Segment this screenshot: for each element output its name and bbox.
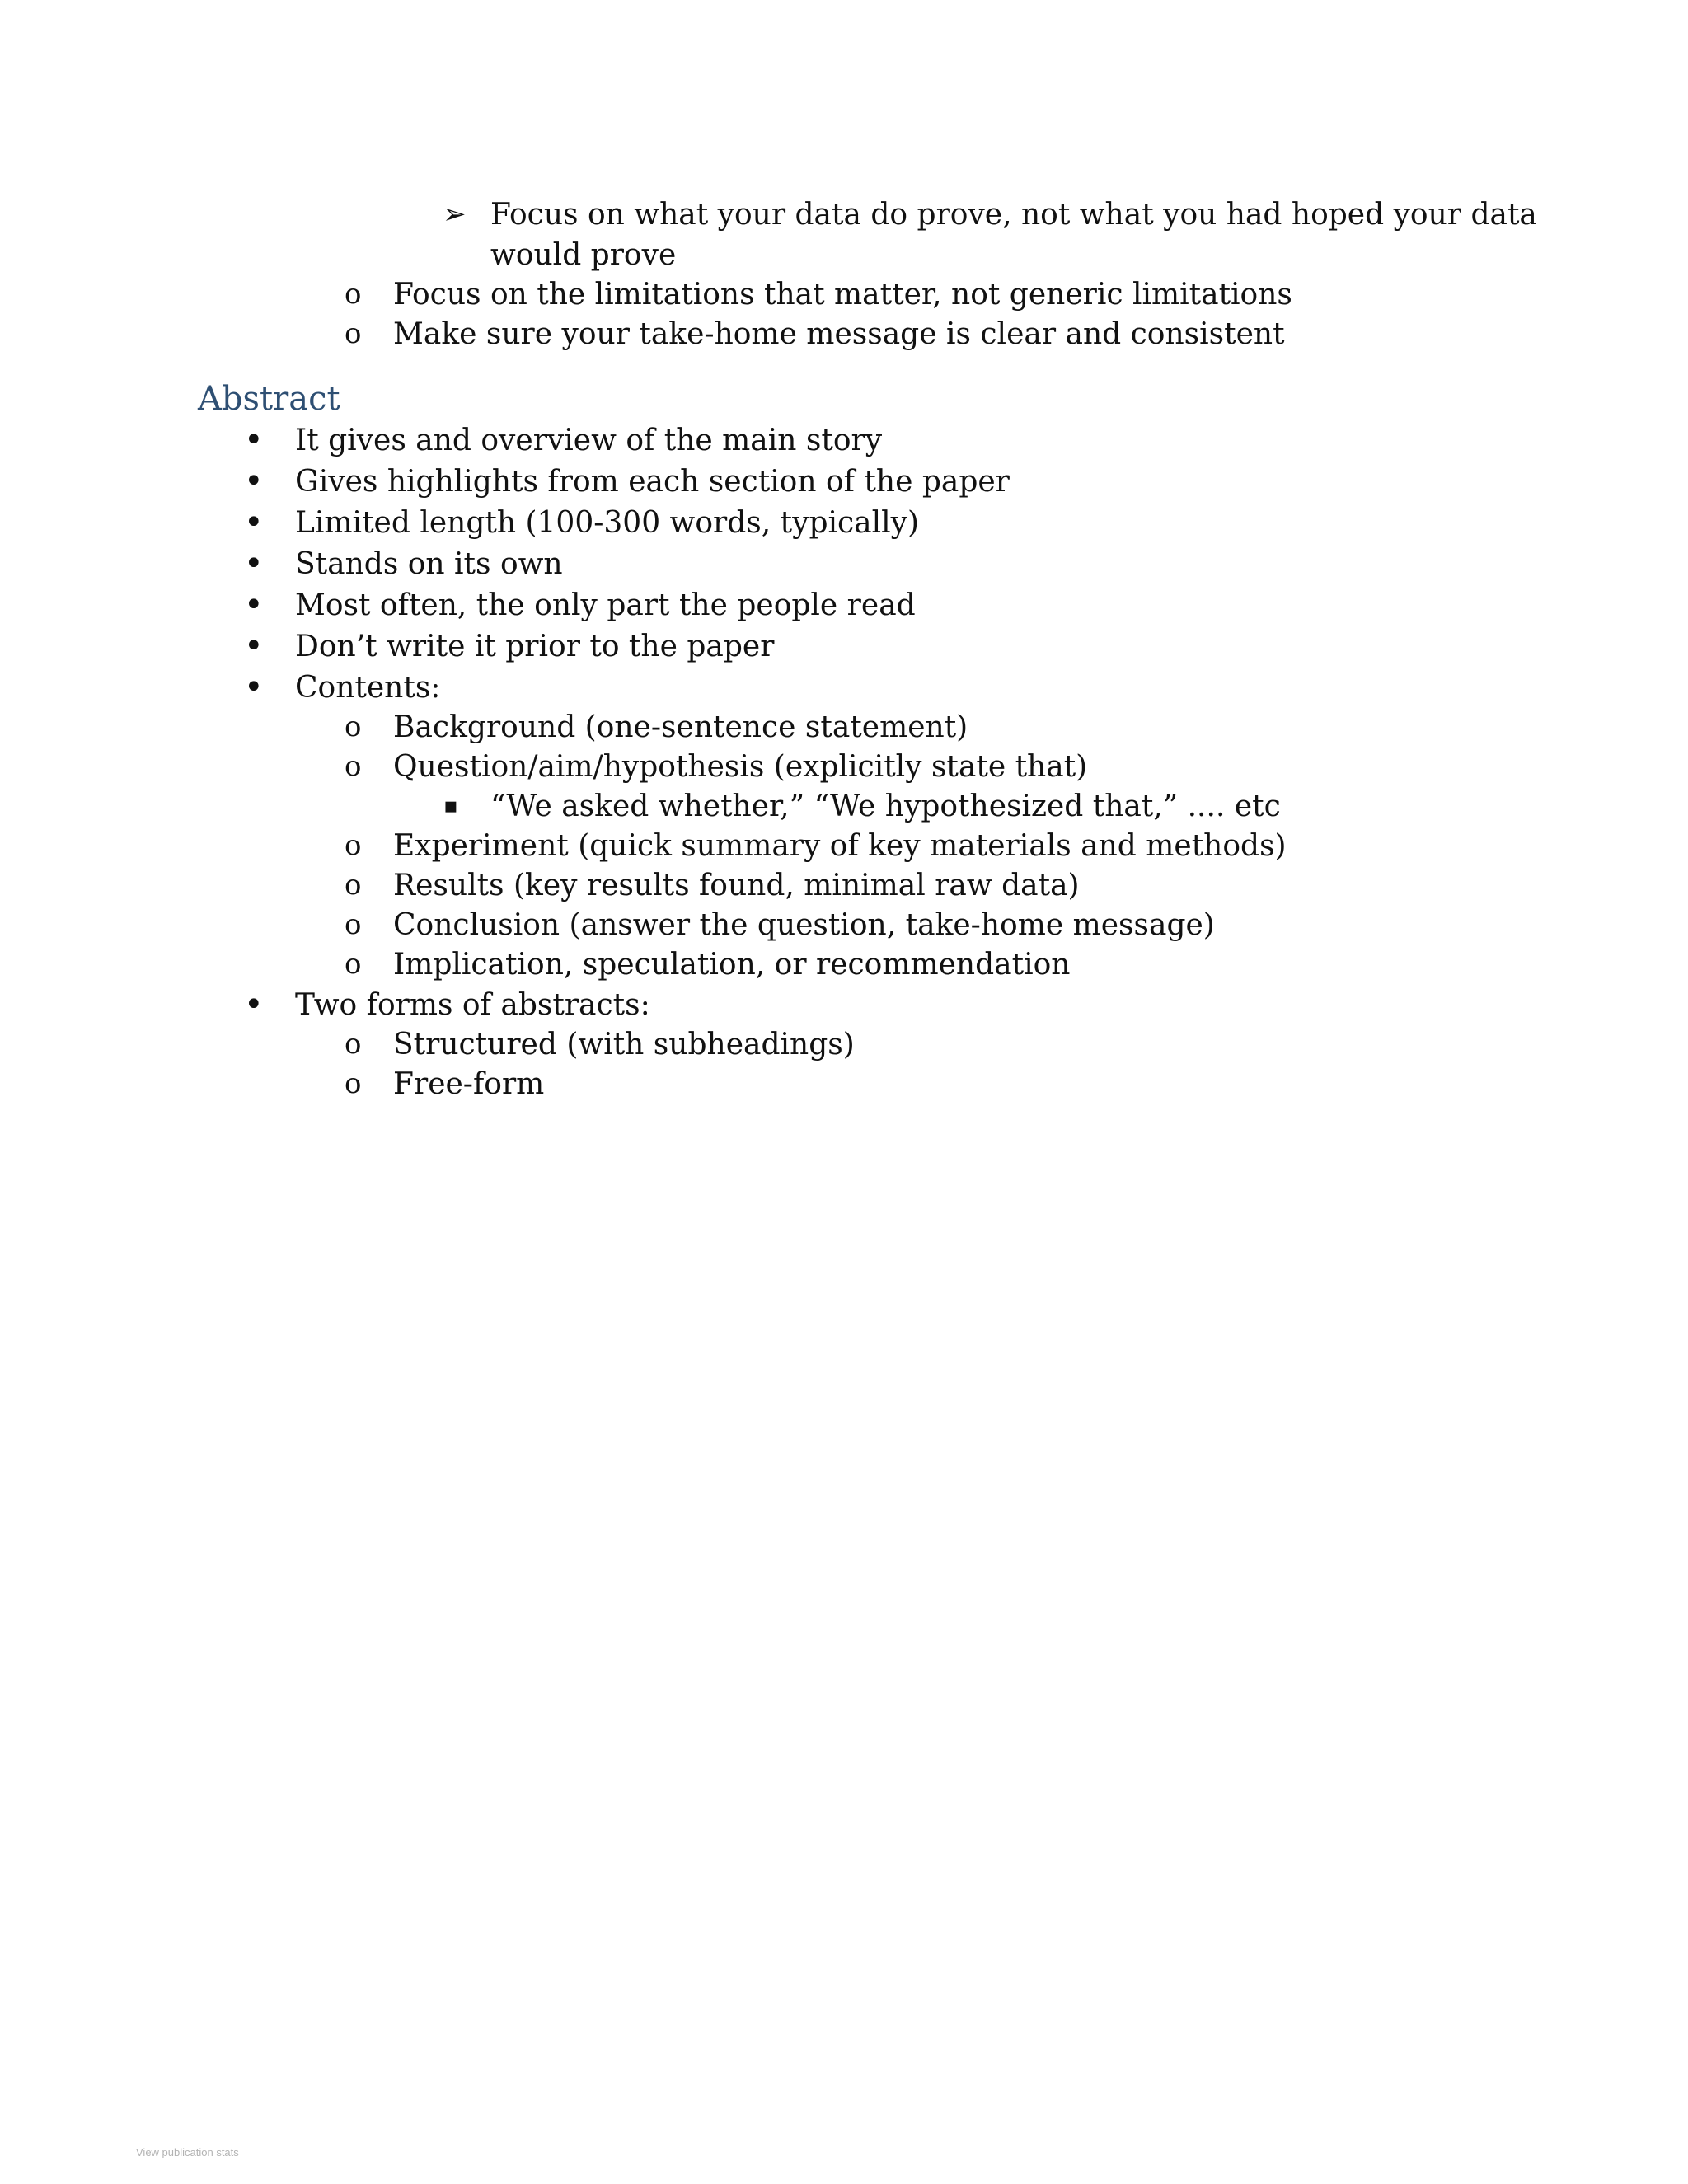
contents-item: Results (key results found, minimal raw data): [393, 869, 1080, 902]
forms-item: Structured (with subheadings): [393, 1028, 855, 1062]
bullet-marker: •: [244, 627, 264, 665]
bullet-marker: •: [244, 545, 264, 583]
bullet-marker: •: [244, 462, 264, 500]
bullet-item: It gives and overview of the main story: [295, 424, 883, 457]
sub-item-take-home: Make sure your take-home message is clear and consistent: [393, 317, 1285, 351]
question-example: “We asked whether,” “We hypothesized that,” .... etc: [490, 790, 1281, 823]
circle-bullet-marker: o: [345, 750, 362, 783]
bullet-item: Don’t write it prior to the paper: [295, 630, 775, 663]
contents-item: Conclusion (answer the question, take-home message): [393, 908, 1215, 942]
circle-bullet-marker: o: [345, 1028, 362, 1061]
circle-bullet-marker: o: [345, 829, 362, 862]
circle-bullet-marker: o: [345, 710, 362, 743]
contents-item: Implication, speculation, or recommendation: [393, 948, 1071, 982]
circle-bullet-marker: o: [345, 317, 362, 350]
contents-item: Background (one-sentence statement): [393, 710, 968, 744]
bullet-item: Limited length (100-300 words, typically): [295, 506, 920, 540]
circle-bullet-marker: o: [345, 869, 362, 902]
circle-bullet-marker: o: [345, 1067, 362, 1100]
bullet-item-contents: Contents:: [295, 671, 441, 705]
arrow-item-line2: would prove: [490, 238, 677, 272]
bullet-item: Stands on its own: [295, 547, 563, 581]
forms-item: Free-form: [393, 1067, 545, 1101]
arrow-item-line1: Focus on what your data do prove, not what you had hoped your data: [490, 198, 1537, 232]
bullet-item: Most often, the only part the people read: [295, 588, 916, 622]
circle-bullet-marker: o: [345, 948, 362, 981]
bullet-marker: •: [244, 504, 264, 541]
view-publication-stats-link[interactable]: View publication stats: [136, 2146, 239, 2158]
sub-item-limitations: Focus on the limitations that matter, not generic limitations: [393, 278, 1292, 312]
arrow-bullet-marker: ➢: [443, 198, 467, 231]
section-heading-abstract: Abstract: [198, 380, 340, 418]
square-bullet-marker: ▪: [443, 794, 458, 818]
bullet-item-forms: Two forms of abstracts:: [295, 988, 650, 1022]
bullet-item: Gives highlights from each section of the paper: [295, 465, 1010, 499]
bullet-marker: •: [244, 421, 264, 459]
bullet-marker: •: [244, 586, 264, 624]
bullet-marker: •: [244, 986, 264, 1024]
contents-item: Question/aim/hypothesis (explicitly state that): [393, 750, 1088, 784]
contents-item: Experiment (quick summary of key materials and methods): [393, 829, 1287, 863]
bullet-marker: •: [244, 668, 264, 706]
circle-bullet-marker: o: [345, 908, 362, 941]
circle-bullet-marker: o: [345, 278, 362, 311]
